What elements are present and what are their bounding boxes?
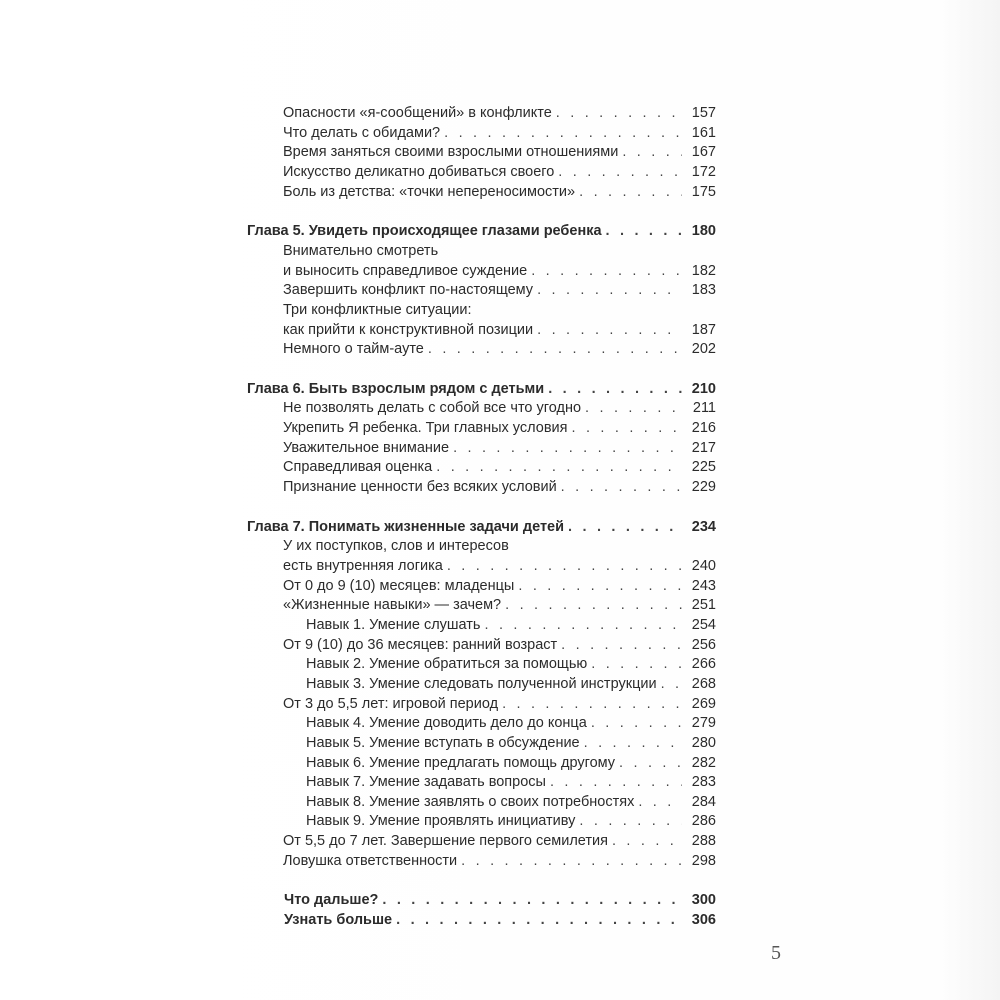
- toc-entry[interactable]: [283, 438, 716, 458]
- entry-page: 254: [691, 616, 716, 633]
- entry-title: Навык 7. Умение задавать вопросы: [306, 774, 546, 791]
- toc-entry[interactable]: [283, 320, 716, 340]
- entry-title: и выносить справедливое суждение: [283, 262, 528, 279]
- entry-page: 210: [691, 380, 716, 397]
- entry-page: 300: [691, 892, 716, 909]
- toc-entry[interactable]: [283, 123, 716, 143]
- entry-page: 269: [691, 695, 716, 712]
- entry-title: Навык 2. Умение обратиться за помощью: [306, 656, 588, 673]
- entry-page: 157: [691, 105, 716, 121]
- entry-title: есть внутренняя логика: [283, 558, 443, 574]
- toc-entry[interactable]: [283, 280, 716, 300]
- entry-page: 298: [691, 852, 716, 869]
- toc-chapter[interactable]: [247, 221, 716, 241]
- toc-entry-line[interactable]: Три конфликтные ситуации:: [283, 301, 472, 318]
- dot-leader: [638, 792, 682, 812]
- entry-page: 172: [691, 163, 716, 180]
- toc-entry[interactable]: [283, 398, 716, 418]
- entry-page: 268: [691, 675, 716, 692]
- dot-leader: [606, 221, 682, 241]
- entry-page: 279: [691, 715, 716, 732]
- toc-entry[interactable]: [283, 182, 716, 202]
- entry-title: От 5,5 до 7 лет. Завершение первого семилетия: [283, 833, 608, 850]
- dot-leader: [382, 890, 682, 910]
- dot-leader: [518, 576, 682, 596]
- entry-title: Глава 7. Понимать жизненные задачи детей: [247, 518, 565, 535]
- toc-chapter[interactable]: [247, 379, 716, 399]
- dot-leader: [572, 418, 683, 438]
- toc-entry-line[interactable]: У их поступков, слов и интересов: [283, 538, 509, 555]
- dot-leader: [591, 654, 682, 674]
- entry-title: Немного о тайм-ауте: [283, 341, 424, 358]
- page-number: 5: [771, 942, 781, 964]
- entry-title: Навык 9. Умение проявлять инициативу: [306, 813, 576, 830]
- dot-leader: [612, 831, 682, 851]
- entry-title: Признание ценности без всяких условий: [283, 479, 557, 496]
- toc-entry[interactable]: [283, 103, 716, 123]
- entry-page: 175: [691, 183, 716, 200]
- entry-page: 256: [691, 636, 716, 653]
- toc-entry[interactable]: [283, 339, 716, 359]
- entry-title: От 0 до 9 (10) месяцев: младенцы: [283, 577, 515, 594]
- toc-entry[interactable]: [283, 418, 716, 438]
- entry-title: Уважительное внимание: [283, 439, 450, 456]
- entry-title: Завершить конфликт по-настоящему: [283, 282, 534, 299]
- dot-leader: [550, 772, 682, 792]
- entry-page: 234: [691, 518, 716, 535]
- entry-page: 280: [691, 734, 716, 751]
- dot-leader: [619, 753, 682, 773]
- entry-page: 161: [691, 124, 716, 141]
- dot-leader: [396, 910, 682, 930]
- entry-page: 251: [691, 597, 716, 614]
- toc-entry-line[interactable]: Внимательно смотреть: [283, 242, 439, 259]
- entry-title: Глава 6. Быть взрослым рядом с детьми: [247, 380, 545, 397]
- entry-title: Навык 6. Умение предлагать помощь другому: [306, 754, 616, 771]
- toc-entry[interactable]: [283, 556, 716, 576]
- entry-page: 286: [691, 813, 716, 830]
- dot-leader: [447, 556, 682, 576]
- toc-subentry[interactable]: [306, 733, 716, 753]
- dot-leader: [568, 517, 682, 537]
- dot-leader: [661, 674, 682, 694]
- toc-entry[interactable]: [283, 457, 716, 477]
- entry-page: 240: [691, 558, 716, 574]
- entry-title: Не позволять делать с собой все что угодно: [283, 400, 582, 417]
- entry-title: Что делать с обидами?: [283, 124, 441, 141]
- entry-page: 266: [691, 656, 716, 673]
- toc-subentry[interactable]: [306, 674, 716, 694]
- toc-entry[interactable]: [283, 261, 716, 281]
- dot-leader: [585, 398, 682, 418]
- entry-title: Навык 4. Умение доводить дело до конца: [306, 715, 587, 732]
- dot-leader: [561, 635, 682, 655]
- entry-title: Навык 8. Умение заявлять о своих потребностях: [306, 793, 635, 810]
- dot-leader: [484, 615, 682, 635]
- dot-leader: [584, 733, 682, 753]
- dot-leader: [505, 595, 682, 615]
- entry-page: 187: [691, 321, 716, 338]
- toc-entry[interactable]: [283, 477, 716, 497]
- entry-page: 229: [691, 479, 716, 496]
- entry-title: От 3 до 5,5 лет: игровой период: [283, 695, 499, 712]
- entry-page: 306: [691, 912, 716, 929]
- dot-leader: [436, 457, 682, 477]
- entry-page: 283: [691, 774, 716, 791]
- dot-leader: [537, 280, 682, 300]
- toc-final-entry[interactable]: [284, 890, 716, 910]
- entry-title: Навык 5. Умение вступать в обсуждение: [306, 734, 580, 751]
- entry-page: 284: [691, 793, 716, 810]
- toc-entry[interactable]: [283, 142, 716, 162]
- toc-subentry[interactable]: [306, 654, 716, 674]
- entry-page: 202: [691, 341, 716, 358]
- entry-page: 182: [691, 262, 716, 279]
- entry-page: 167: [691, 144, 716, 161]
- toc-subentry[interactable]: [306, 772, 716, 792]
- entry-title: Боль из детства: «точки непереносимости»: [283, 183, 576, 200]
- dot-leader: [428, 339, 682, 359]
- dot-leader: [556, 103, 682, 123]
- dot-leader: [453, 438, 682, 458]
- toc-subentry[interactable]: [306, 713, 716, 733]
- toc-entry[interactable]: [283, 694, 716, 714]
- toc-entry[interactable]: [283, 595, 716, 615]
- dot-leader: [537, 320, 682, 340]
- entry-title: Укрепить Я ребенка. Три главных условия: [283, 420, 568, 437]
- entry-title: Опасности «я-сообщений» в конфликте: [283, 105, 552, 121]
- entry-title: От 9 (10) до 36 месяцев: ранний возраст: [283, 636, 558, 653]
- dot-leader: [561, 477, 682, 497]
- entry-page: 217: [691, 439, 716, 456]
- toc-entry[interactable]: [283, 635, 716, 655]
- entry-page: 225: [691, 459, 716, 476]
- entry-title: Время заняться своими взрослыми отношениями: [283, 144, 619, 161]
- entry-title: Ловушка ответственности: [283, 852, 458, 869]
- entry-page: 216: [691, 420, 716, 437]
- toc-entry[interactable]: [283, 162, 716, 182]
- dot-leader: [579, 811, 682, 831]
- dot-leader: [622, 142, 682, 162]
- toc-entry[interactable]: [283, 831, 716, 851]
- toc-subentry[interactable]: [306, 792, 716, 812]
- entry-page: 288: [691, 833, 716, 850]
- toc-final-entry[interactable]: [284, 910, 716, 930]
- toc-subentry[interactable]: [306, 615, 716, 635]
- entry-title: Глава 5. Увидеть происходящее глазами ребенка: [247, 223, 602, 240]
- dot-leader: [502, 694, 682, 714]
- entry-page: 180: [691, 223, 716, 240]
- entry-page: 243: [691, 577, 716, 594]
- entry-title: Что дальше?: [284, 892, 379, 909]
- dot-leader: [591, 713, 682, 733]
- entry-title: как прийти к конструктивной позиции: [283, 321, 534, 338]
- entry-title: Искусство деликатно добиваться своего: [283, 163, 555, 180]
- entry-title: Навык 1. Умение слушать: [306, 616, 481, 633]
- toc-chapter[interactable]: [247, 517, 716, 537]
- dot-leader: [548, 379, 682, 399]
- entry-title: Узнать больше: [284, 912, 393, 929]
- entry-page: 211: [692, 400, 716, 417]
- dot-leader: [579, 182, 682, 202]
- entry-title: Справедливая оценка: [283, 459, 433, 476]
- dot-leader: [531, 261, 682, 281]
- entry-page: 282: [691, 754, 716, 771]
- dot-leader: [444, 123, 682, 143]
- toc-entry[interactable]: [283, 851, 716, 871]
- entry-title: Навык 3. Умение следовать полученной инструкции: [306, 675, 657, 692]
- entry-title: «Жизненные навыки» — зачем?: [283, 597, 502, 614]
- toc-entry[interactable]: [283, 576, 716, 596]
- dot-leader: [461, 851, 682, 871]
- toc-subentry[interactable]: [306, 811, 716, 831]
- toc-subentry[interactable]: [306, 753, 716, 773]
- entry-page: 183: [691, 282, 716, 299]
- dot-leader: [558, 162, 682, 182]
